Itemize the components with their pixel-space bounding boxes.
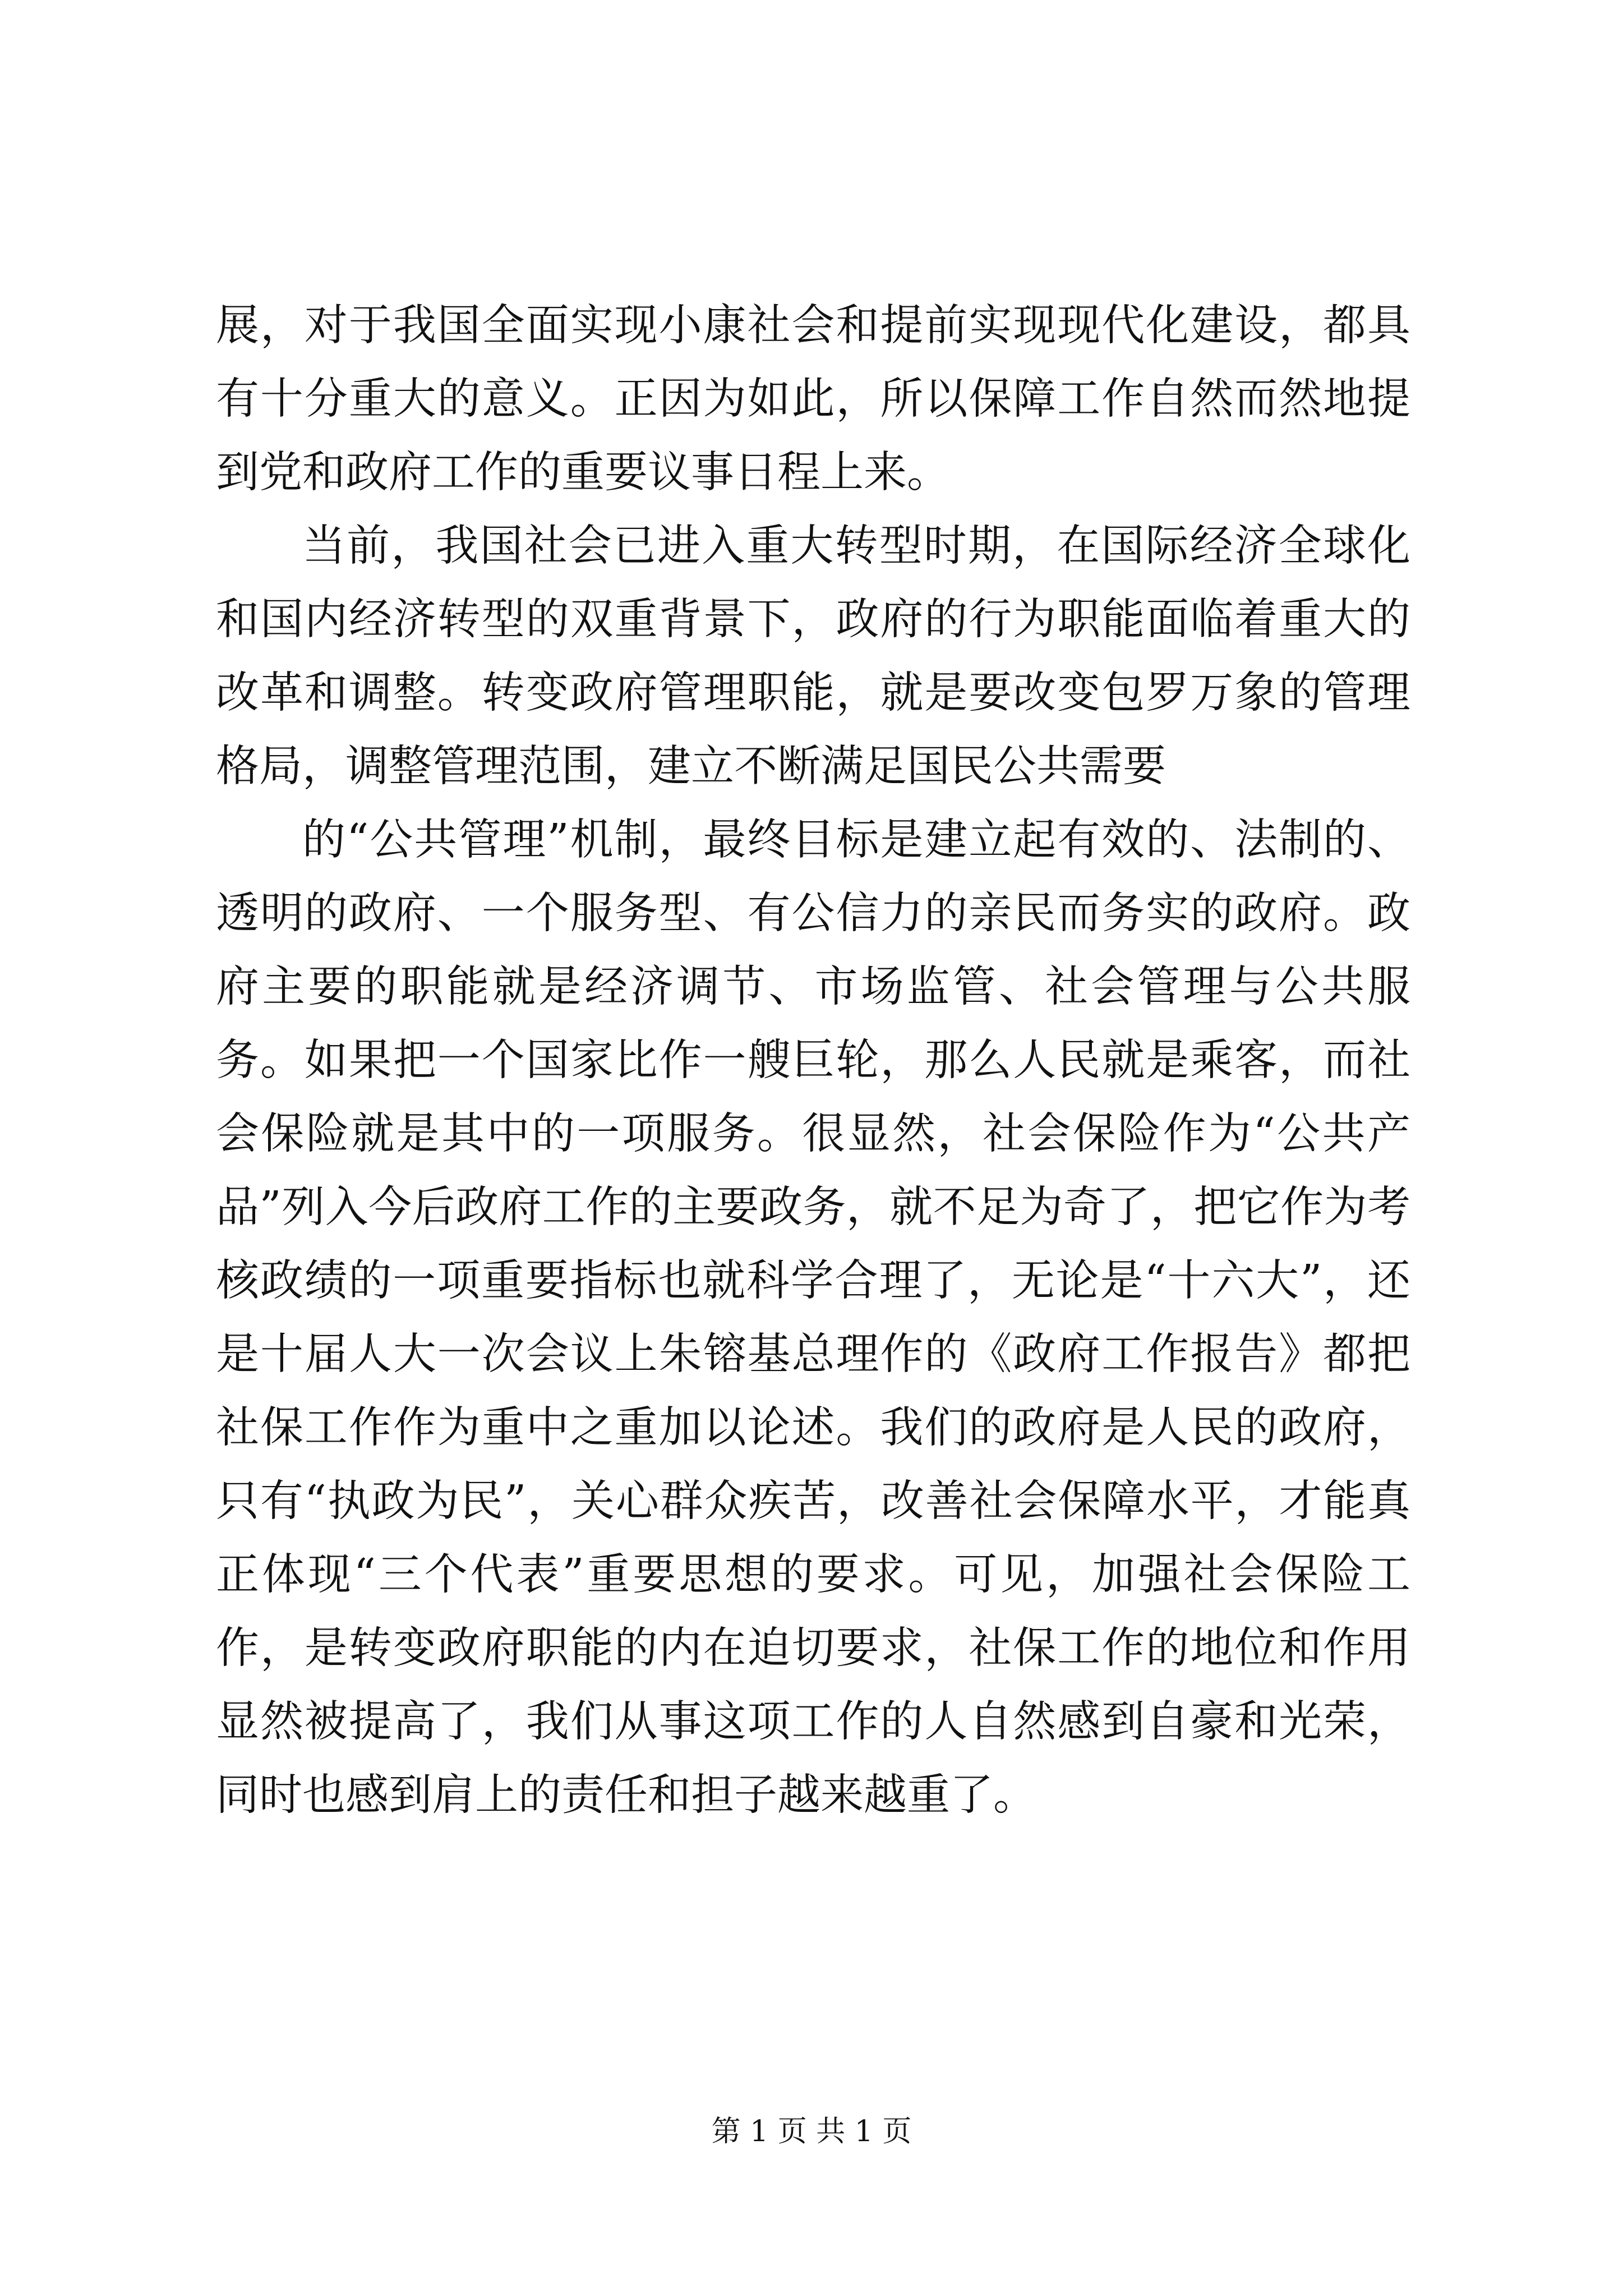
page-number-label: 第 1 页 共 1 页 (711, 2115, 912, 2148)
paragraph-1: 展，对于我国全面实现小康社会和提前实现现代化建设，都具有十分重大的意义。正因为如此，所以保障工作自然而然地提到党和政府工作的重要议事日程上来。 (216, 301, 1410, 498)
paragraph-3: 的“公共管理”机制，最终目标是建立起有效的、法制的、透明的政府、一个服务型、有公信力的亲民而务实的政府。政府主要的职能就是经济调节、市场监管、社会管理与公共服务。如果把一个国家比作一艘巨轮，那么人民就是乘客，而社会保险就是其中的一项服务。很显然，社会保险作为“公共产品”列入今后政府工作的主要政务，就不足为奇了，把它作为考核政绩的一项重要指标也就科学合理了，无论是“十六大”，还是十届人大一次会议上朱镕基总理作的《政府工作报告》都把社保工作作为重中之重加以论述。我们的政府是人民的政府，只有“执政为民”，关心群众疾苦，改善社会保障水平，才能真正体现“三个代表”重要思想的要求。可见，加强社会保险工作，是转变政府职能的内在迫切要求，社保工作的地位和作用显然被提高了，我们从事这项工作的人自然感到自豪和光荣，同时也感到肩上的责任和担子越来越重了。 (216, 815, 1410, 1820)
page-footer (0, 2112, 1623, 2151)
document-body (216, 289, 1410, 1832)
paragraph-2: 当前，我国社会已进入重大转型时期，在国际经济全球化和国内经济转型的双重背景下，政府的行为职能面临着重大的改革和调整。转变政府管理职能，就是要改变包罗万象的管理格局，调整管理范围，建立不断满足国民公共需要 (216, 521, 1410, 792)
